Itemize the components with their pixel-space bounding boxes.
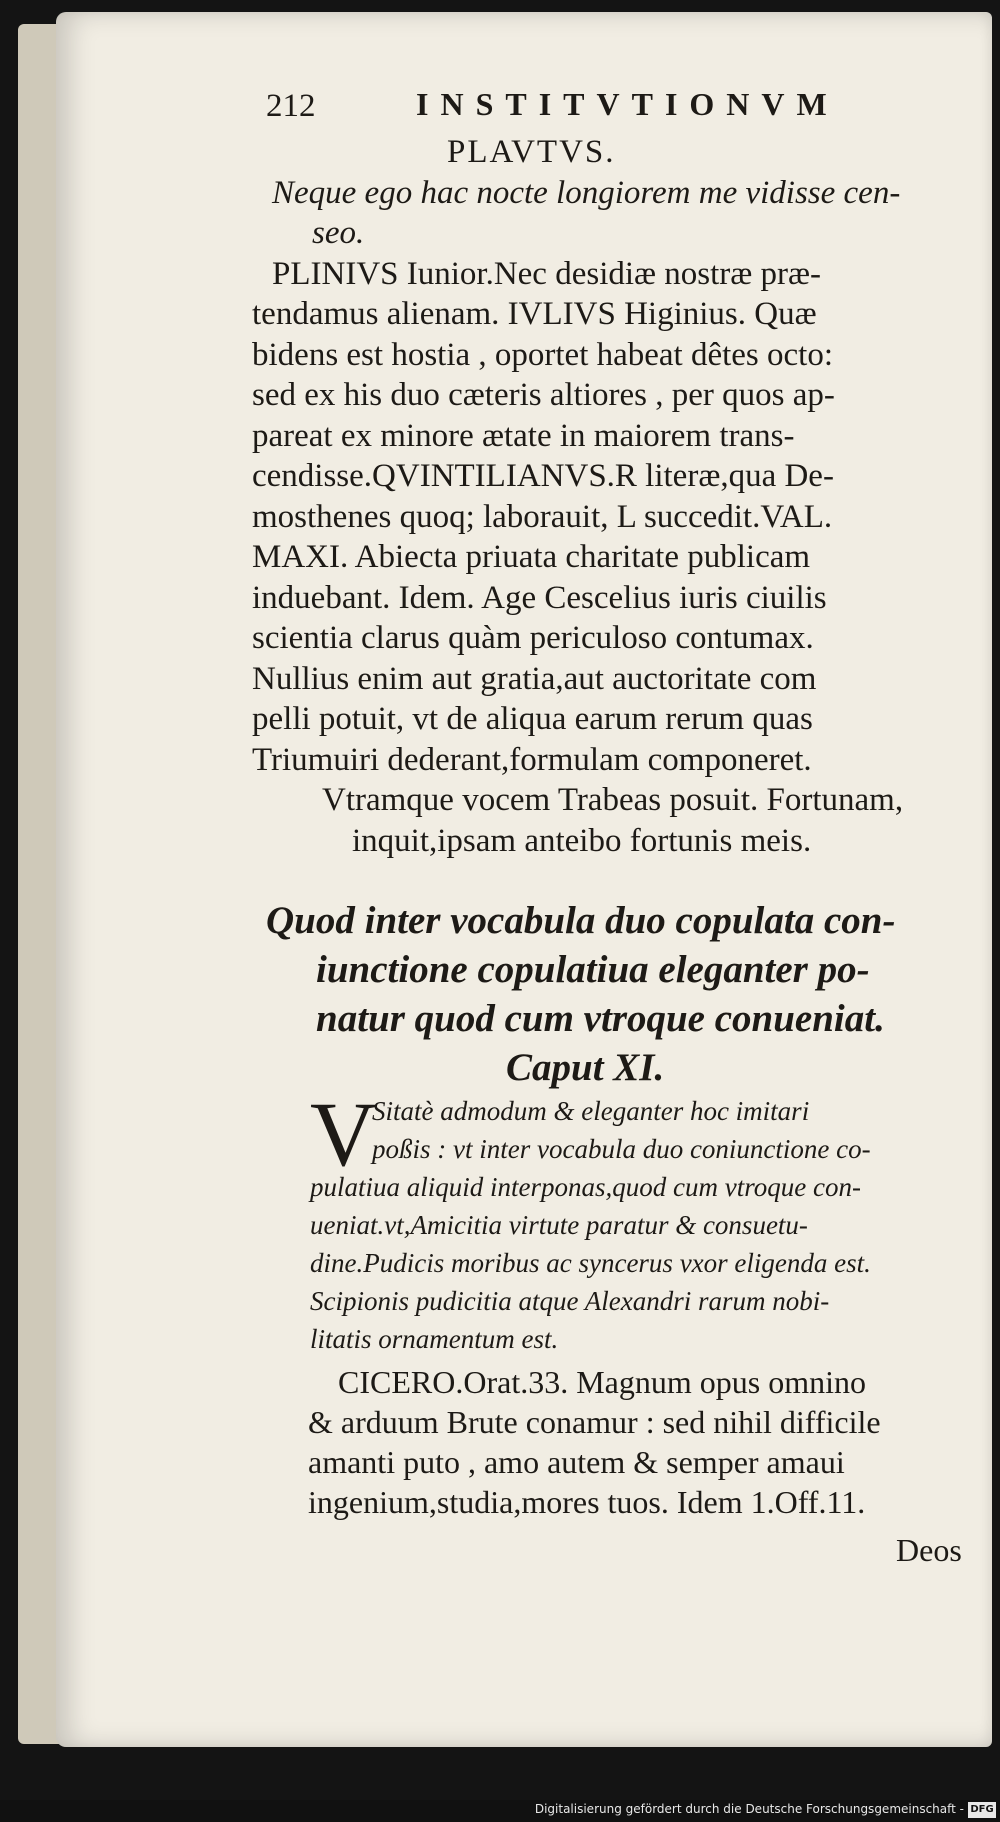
text-line: induebant. Idem. Age Cescelius iuris ciuilis xyxy=(252,579,827,616)
text-line: MAXI. Abiecta priuata charitate publicam xyxy=(252,539,811,575)
text-line: dine.Pudicis moribus ac syncerus vxor eligenda est. xyxy=(310,1248,871,1278)
text-line: CICERO.Orat.33. Magnum opus omnino xyxy=(338,1364,866,1400)
dfg-logo-icon: DFG xyxy=(968,1802,996,1818)
chapter-heading xyxy=(266,896,986,1092)
text-line: Scipionis pudicitia atque Alexandri rarum nobi- xyxy=(310,1286,830,1316)
text-line: scientia clarus quàm periculoso contumax. xyxy=(252,620,814,656)
text-line: sed ex his duo cæteris altiores , per quos ap- xyxy=(252,377,835,413)
text-line: Nullius enim aut gratia,aut auctoritate com xyxy=(252,660,817,697)
drop-cap: V xyxy=(310,1083,377,1185)
text-line: pelli potuit, vt de aliqua earum rerum quas xyxy=(252,701,813,737)
text-line: seo. xyxy=(312,215,365,251)
text-line: tendamus alienam. IVLIVS Higinius. Quæ xyxy=(252,296,817,332)
heading-line: natur quod cum vtroque conueniat. xyxy=(316,997,885,1040)
running-title: INSTITVTIONVM xyxy=(416,86,839,122)
text-line: pareat ex minore ætate in maiorem trans- xyxy=(252,417,795,454)
body-text xyxy=(252,132,992,861)
text-line: Triumuiri dederant,formulam componeret. xyxy=(252,741,812,778)
text-line: Neque ego hac nocte longiorem me vidisse cen- xyxy=(272,174,901,211)
text-line: litatis ornamentum est. xyxy=(310,1324,559,1354)
text-line: ingenium,studia,mores tuos. Idem 1.Off.11. xyxy=(308,1484,866,1520)
text-line: cendisse.QVINTILIANVS.R literæ,qua De- xyxy=(252,458,834,494)
funding-notice: Digitalisierung gefördert durch die Deutsche Forschungsgemeinschaft - xyxy=(534,1802,964,1816)
paragraph xyxy=(308,1362,998,1522)
italic-paragraph xyxy=(310,1092,990,1358)
text-line: poßis : vt inter vocabula duo coniunctione co- xyxy=(372,1134,871,1164)
book-page xyxy=(56,12,992,1747)
text-line: PLAVTVS. xyxy=(447,134,616,170)
text-line: bidens est hostia , oportet habeat dêtes octo: xyxy=(252,336,834,373)
page-number: 212 xyxy=(266,88,316,124)
text-line: Vtramque vocem Trabeas posuit. Fortunam, xyxy=(322,782,904,818)
footer-bar xyxy=(0,1800,1000,1822)
text-line: mosthenes quoq; laborauit, L succedit.VAL. xyxy=(252,498,833,535)
heading-line: Quod inter vocabula duo copulata con- xyxy=(266,899,896,942)
text-line: PLINIVS Iunior.Nec desidiæ nostræ præ- xyxy=(272,255,822,292)
text-line: pulatiua aliquid interponas,quod cum vtroque con- xyxy=(310,1172,861,1202)
text-line: inquit,ipsam anteibo fortunis meis. xyxy=(352,822,812,859)
heading-line: iunctione copulatiua eleganter po- xyxy=(316,948,870,991)
chapter-number: Caput XI. xyxy=(506,1046,665,1089)
text-line: Sitatè admodum & eleganter hoc imitari xyxy=(372,1096,810,1126)
catchword: Deos xyxy=(896,1532,962,1568)
text-line: amanti puto , amo autem & semper amaui xyxy=(308,1444,845,1480)
running-head xyxy=(266,82,906,132)
text-line: ueniat.vt,Amicitia virtute paratur & consuetu- xyxy=(310,1210,808,1240)
text-line: & arduum Brute conamur : sed nihil difficile xyxy=(308,1404,881,1440)
